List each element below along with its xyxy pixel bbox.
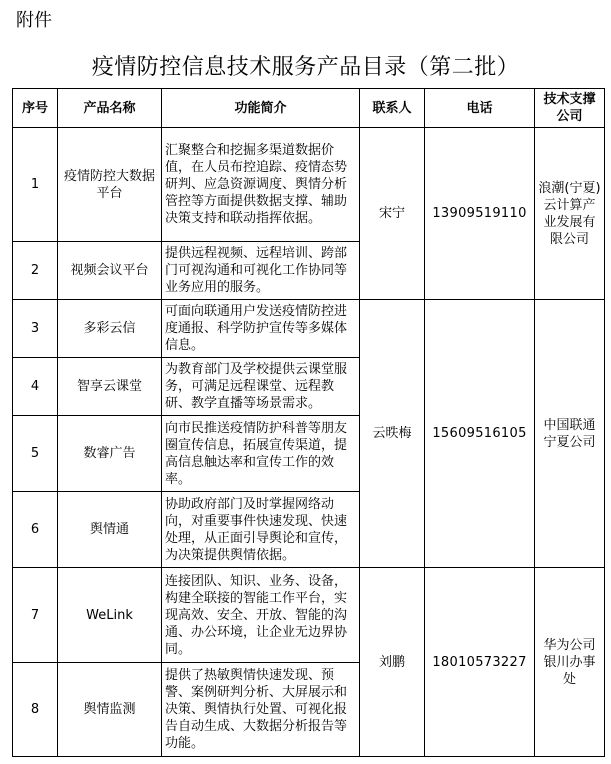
group-contact: 宋宁 [360, 128, 425, 300]
row-description: 向市民推送疫情防护科普等朋友圈宣传信息，拓展宣传渠道，提高信息触达率和宣传工作的效率。 [162, 416, 360, 492]
row-product-name: 智享云课堂 [58, 358, 162, 416]
header-description: 功能简介 [162, 89, 360, 128]
row-description: 可面向联通用户发送疫情防控进度通报、科学防护宣传等多媒体信息。 [162, 300, 360, 358]
row-no: 1 [13, 128, 58, 242]
row-description: 提供远程视频、远程培训、跨部门可视沟通和可视化工作协同等业务应用的服务。 [162, 242, 360, 300]
group-phone: 15609516105 [425, 300, 535, 568]
header-product-name: 产品名称 [58, 89, 162, 128]
header-no: 序号 [13, 89, 58, 128]
header-company: 技术支撑公司 [535, 89, 605, 128]
row-product-name: 舆情监测 [58, 663, 162, 757]
group-company: 浪潮(宁夏)云计算产业发展有限公司 [535, 128, 605, 300]
row-description: 为教育部门及学校提供云课堂服务，可满足远程课堂、远程教研、教学直播等场景需求。 [162, 358, 360, 416]
group-phone: 18010573227 [425, 568, 535, 757]
row-product-name: 多彩云信 [58, 300, 162, 358]
row-no: 5 [13, 416, 58, 492]
row-no: 7 [13, 568, 58, 663]
row-no: 8 [13, 663, 58, 757]
row-product-name: 视频会议平台 [58, 242, 162, 300]
row-description: 协助政府部门及时掌握网络动向，对重要事件快速发现、快速处理，从正面引导舆论和宣传，为决策提供舆情依据。 [162, 492, 360, 568]
row-description: 连接团队、知识、业务、设备，构建全联接的智能工作平台，实现高效、安全、开放、智能的沟通、办公环境，让企业无边界协同。 [162, 568, 360, 663]
header-phone: 电话 [425, 89, 535, 128]
row-description: 汇聚整合和挖掘多渠道数据价值，在人员布控追踪、疫情态势研判、应急资源调度、舆情分析管控等方面提供数据支撑、辅助决策支持和联动指挥依据。 [162, 128, 360, 242]
table-row [13, 568, 605, 663]
row-product-name: 疫情防控大数据平台 [58, 128, 162, 242]
row-description: 提供了热敏舆情快速发现、预警、案例研判分析、大屏展示和决策、舆情执行处置、可视化报告自动生成、大数据分析报告等功能。 [162, 663, 360, 757]
row-product-name: WeLink [58, 568, 162, 663]
attachment-label: 附件 [16, 10, 52, 31]
document-title: 疫情防控信息技术服务产品目录（第二批） [91, 55, 520, 80]
row-no: 3 [13, 300, 58, 358]
row-no: 6 [13, 492, 58, 568]
group-company: 中国联通宁夏公司 [535, 300, 605, 568]
row-product-name: 舆情通 [58, 492, 162, 568]
table-row [13, 300, 605, 358]
row-product-name: 数睿广告 [58, 416, 162, 492]
table-row [13, 128, 605, 242]
group-contact: 刘鹏 [360, 568, 425, 757]
product-catalog-table [12, 88, 605, 757]
header-contact: 联系人 [360, 89, 425, 128]
row-no: 2 [13, 242, 58, 300]
row-no: 4 [13, 358, 58, 416]
group-company: 华为公司银川办事处 [535, 568, 605, 757]
group-phone: 13909519110 [425, 128, 535, 300]
group-contact: 云昳梅 [360, 300, 425, 568]
table-header-row [13, 89, 605, 128]
